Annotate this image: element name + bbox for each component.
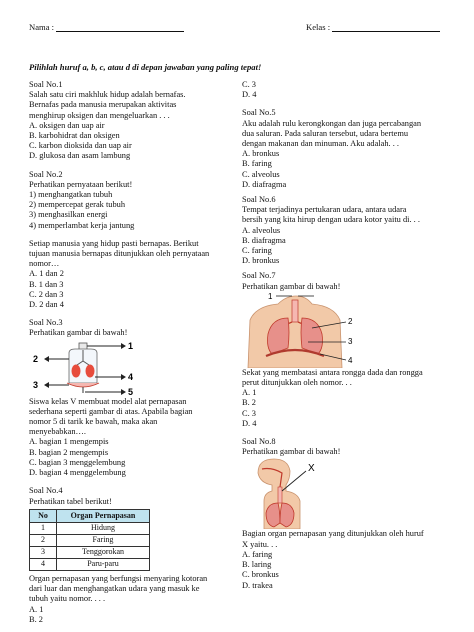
table-cell-no: 1	[30, 522, 57, 534]
q3-text-line: Siswa kelas V membuat model alat pernapasan	[29, 396, 187, 406]
q7-option-a[interactable]: A. 1	[242, 388, 257, 398]
table-row	[30, 558, 150, 570]
q3-text-line: menyebabkan….	[29, 427, 86, 437]
q7-title: Soal No.7	[242, 271, 276, 281]
q1-text-line: Bernafas pada manusia merupakan aktivitas	[29, 100, 177, 110]
q8-option-c[interactable]: C. bronkus	[242, 570, 279, 580]
respiratory-system-figure	[242, 292, 372, 368]
q6-title: Soal No.6	[242, 195, 276, 205]
q7-intro: Perhatikan gambar di bawah!	[242, 281, 341, 291]
table-header-organ: Organ Pernapasan	[57, 509, 150, 522]
q2-intro: Perhatikan pernyataan berikut!	[29, 179, 133, 189]
q3-option-b[interactable]: B. bagian 2 mengempis	[29, 447, 109, 457]
model-label-4: 4	[128, 371, 134, 382]
model-label-2: 2	[33, 353, 39, 364]
q2-statement: 1) menghangatkan tubuh	[29, 190, 113, 200]
q2-statement: 3) menghasilkan energi	[29, 210, 108, 220]
instruction: Pilihlah huruf a, b, c, atau d di depan jawaban yang paling tepat!	[29, 62, 262, 72]
q8-option-b[interactable]: B. laring	[242, 560, 272, 570]
q2-statement: 2) mempercepat gerak tubuh	[29, 200, 126, 210]
figure7-label-3: 3	[348, 336, 353, 346]
breathing-model-figure	[29, 339, 179, 397]
table-header-no: No	[30, 509, 57, 522]
table-cell-organ: Paru-paru	[57, 558, 150, 570]
q5-option-b[interactable]: B. faring	[242, 159, 272, 169]
table-header-row	[30, 509, 150, 522]
name-label: Nama :	[29, 22, 55, 32]
q8-text-line: Bagian organ pernapasan yang ditunjukkan oleh huruf	[242, 529, 424, 539]
q6-option-c[interactable]: C. faring	[242, 246, 272, 256]
class-field	[306, 22, 440, 32]
q3-intro: Perhatikan gambar di bawah!	[29, 328, 128, 338]
q8-option-d[interactable]: D. trakea	[242, 580, 273, 590]
q6-text-line: Tempat terjadinya pertukaran udara, antara udara	[242, 205, 407, 215]
q5-text-line: Aku adalah rulu kerongkongan dan juga percabangan	[242, 118, 422, 128]
left-column	[29, 80, 229, 625]
q5-option-c[interactable]: C. alveolus	[242, 169, 280, 179]
q2-option-c[interactable]: C. 2 dan 3	[29, 289, 64, 299]
q1-option-c[interactable]: C. karbon dioksida dan uap air	[29, 141, 132, 151]
q2-option-a[interactable]: A. 1 dan 2	[29, 269, 64, 279]
q2-option-b[interactable]: B. 1 dan 3	[29, 279, 64, 289]
organ-table	[29, 509, 150, 571]
q3-option-a[interactable]: A. bagian 1 mengempis	[29, 437, 109, 447]
class-label: Kelas :	[306, 22, 331, 32]
q1-option-b[interactable]: B. karbohidrat dan oksigen	[29, 131, 120, 141]
figure7-label-2: 2	[348, 316, 353, 326]
q4-option-b[interactable]: B. 2	[29, 614, 43, 624]
q5-text-line: dengan makanan dan minuman. Aku adalah. . .	[242, 139, 399, 149]
q4-option-d[interactable]: D. 4	[242, 90, 257, 100]
q2-statement: 4) memperlambat kerja jantung	[29, 220, 135, 230]
q7-text-line: perut ditunjukkan oleh nomor. . .	[242, 378, 352, 388]
q4-text-line: dari luar dan menghangatkan udara yang masuk ke	[29, 584, 200, 594]
figure7-label-1: 1	[268, 291, 273, 301]
right-column	[242, 80, 457, 591]
q3-option-d[interactable]: D. bagian 4 menggelembung	[29, 468, 126, 478]
model-label-5: 5	[128, 386, 134, 397]
table-row	[30, 546, 150, 558]
table-cell-no: 3	[30, 546, 57, 558]
q6-option-a[interactable]: A. alveolus	[242, 225, 281, 235]
q2-text-line: tujuan manusia bernapas ditunjukkan oleh pernyataan	[29, 249, 210, 259]
q4-option-c[interactable]: C. 3	[242, 80, 256, 89]
q3-text-line: sederhana seperti gambar di atas. Apabila bagian	[29, 406, 193, 416]
q8-text-line: X yaitu. . .	[242, 539, 278, 549]
table-row	[30, 522, 150, 534]
respiratory-head-figure	[242, 457, 342, 529]
q2-title: Soal No.2	[29, 169, 63, 179]
q4-text-line: tubuh yaitu nomor. . . .	[29, 594, 106, 604]
model-label-3: 3	[33, 379, 39, 390]
table-cell-no: 4	[30, 558, 57, 570]
q6-option-d[interactable]: D. bronkus	[242, 256, 280, 266]
q2-text-line: Setiap manusia yang hidup pasti bernapas. Berikut	[29, 238, 199, 248]
q5-option-a[interactable]: A. bronkus	[242, 149, 280, 159]
q7-option-b[interactable]: B. 2	[242, 398, 256, 408]
table-cell-organ: Tenggorokan	[57, 546, 150, 558]
class-blank-line	[332, 23, 440, 32]
q1-option-a[interactable]: A. oksigen dan uap air	[29, 120, 105, 130]
q7-option-c[interactable]: C. 3	[242, 408, 256, 418]
q1-text-line: menghirup oksigen dan mengeluarkan . . .	[29, 110, 170, 120]
q6-option-b[interactable]: B. diafragma	[242, 235, 286, 245]
table-row	[30, 534, 150, 546]
q4-option-a[interactable]: A. 1	[29, 604, 44, 614]
q5-title: Soal No.5	[242, 108, 276, 118]
q4-text-line: Organ pernapasan yang berfungsi menyaring kotoran	[29, 573, 208, 583]
q7-text-line: Sekat yang membatasi antara rongga dada dan rongga	[242, 367, 423, 377]
table-cell-organ: Hidung	[57, 522, 150, 534]
q6-text-line: bersih yang kita hirup dengan udara kotor yaitu di. . .	[242, 215, 420, 225]
q3-option-c[interactable]: C. bagian 3 menggelembung	[29, 457, 126, 467]
q1-text-line: Salah satu ciri makhluk hidup adalah bernafas.	[29, 90, 186, 100]
q8-intro: Perhatikan gambar di bawah!	[242, 447, 341, 457]
q1-option-d[interactable]: D. glukosa dan asam lambung	[29, 151, 131, 161]
table-cell-organ: Faring	[57, 534, 150, 546]
q8-title: Soal No.8	[242, 437, 276, 447]
q4-title: Soal No.4	[29, 486, 63, 496]
q5-text-line: dua saluran. Pada saluran tersebut, udara bertemu	[242, 128, 409, 138]
figure7-label-4: 4	[348, 355, 353, 365]
q2-text-line: nomor…	[29, 259, 60, 269]
figure8-label-x: X	[308, 463, 315, 475]
q1-title: Soal No.1	[29, 80, 63, 89]
q3-text-line: nomor 5 di tarik ke bawah, maka akan	[29, 417, 158, 427]
name-blank-line	[56, 23, 184, 32]
q2-option-d[interactable]: D. 2 dan 4	[29, 300, 64, 310]
q8-option-a[interactable]: A. faring	[242, 549, 273, 559]
q7-option-d[interactable]: D. 4	[242, 418, 257, 428]
model-label-1: 1	[128, 340, 134, 351]
q3-title: Soal No.3	[29, 318, 63, 328]
q4-intro: Perhatikan tabel berikut!	[29, 496, 112, 506]
q5-option-d[interactable]: D. diafragma	[242, 179, 287, 189]
name-field	[29, 22, 184, 32]
table-cell-no: 2	[30, 534, 57, 546]
